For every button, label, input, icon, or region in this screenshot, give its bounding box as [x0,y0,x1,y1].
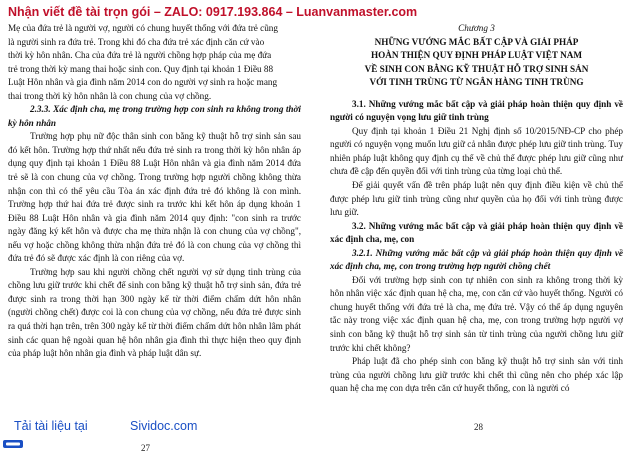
paragraph: Trường hợp sau khi người chồng chết người vợ sử dụng tinh trùng của chồng lưu giữ trước khi chết để sinh con bằng kỹ thuật hỗ trợ sinh sản, đứa trẻ được sinh ra trong thời hạn 300 ngày kể từ thời điểm chấm dứt hôn nhân (người chồng chết) được coi là con chung của vợ chồng, nếu đứa trẻ được sinh ra quá thời hạn trên, trên 300 ngày kể từ thời điểm chấm dứt hôn nhân lâm phát sinh các quan hệ ngoài quan hệ hôn nhân gia đình thì thực hiện theo quy định của pháp luật hôn nhân gia đình và pháp luật dân sự. [8,266,301,359]
spacer [330,90,623,98]
body-line: trẻ trong thời kỳ mang thai hoặc sinh con. Quy định tại khoản 1 Điều 88 [8,63,274,74]
chapter-title-line: VỚI TINH TRÙNG TỪ NGÂN HÀNG TINH TRÙNG [369,77,584,88]
sividoc-link[interactable]: Sividoc.com [130,419,198,433]
body-line: Luật Hôn nhân và gia đình năm 2014 con do người vợ sinh ra hoặc mang [8,77,278,88]
page-number-left: 27 [141,443,150,453]
body-line: thai trong thời kỳ hôn nhân là con chung của vợ chồng. [8,90,212,101]
chapter-title-line: HOÀN THIỆN QUY ĐỊNH PHÁP LUẬT VIỆT NAM [370,50,583,61]
download-link[interactable]: Tải tài liệu tại [14,419,88,433]
section-heading-3-1: 3.1. Những vướng mắc bất cập và giải pháp hoàn thiện quy định về người có nguyện vọng lưu giữ tinh trùng [330,98,623,123]
paragraph: Quy định tại khoản 1 Điều 21 Nghị định số 10/2015/NĐ-CP cho phép người có nguyện vọng muốn lưu giữ cả nhân được phép lưu giữ tinh trùng. Tuy nhiên pháp luật không quy định cụ thể về chủ thể được phép lưu giữ cũng như chưa đề cập đến quyền đối với tinh trùng của từng loại chủ thể. [330,125,623,177]
section-heading-3-2-1: 3.2.1. Những vướng mắc bất cập và giải pháp hoàn thiện quy định về xác định cha, mẹ, con trong trường hợp người chồng chết [330,247,623,272]
section-heading-2-3-3: 2.3.3. Xác định cha, mẹ trong trường hợp con sinh ra không trong thời kỳ hôn nhân [8,104,301,128]
paragraph: Để giải quyết vấn đề trên pháp luật nên quy định điều kiện về chủ thể được phép lưu giữ tinh trùng cũng như quyền của họ đối với tinh trùng được lưu giữ. [330,180,623,218]
right-page-column [330,22,623,396]
chapter-title-line: NHỮNG VƯỚNG MẮC BẤT CẬP VÀ GIẢI PHÁP [374,36,579,47]
body-line: Mẹ của đứa trẻ là người vợ, người có chung huyết thống với đứa trẻ cũng [8,23,278,33]
sividoc-logo-icon[interactable] [2,438,24,450]
paragraph: Pháp luật đã cho phép sinh con bằng kỹ thuật hỗ trợ sinh sản với tinh trùng của người chồng lưu giữ trước khi chết thì cũng nên cho phép xác lập quan hệ cha mẹ con dựa trên căn cứ huyết thống, con là người có [330,356,623,394]
left-page-column [8,22,301,361]
site-header-banner[interactable]: Nhận viết đề tài trọn gói – ZALO: 0917.193.864 – Luanvanmaster.com [8,5,418,19]
chapter-label: Chương 3 [458,23,495,33]
paragraph: Trường hợp phụ nữ độc thân sinh con bằng kỹ thuật hỗ trợ sinh sản sau đó kết hôn. Trường hợp thứ nhất nếu đứa trẻ sinh ra trong thời kỳ hôn nhân áp dụng quy định tại khoản 1 Điều 88 Luật Hôn nhân và gia đình năm 2014 đứa trẻ sẽ là con chung của vợ chồng. Trong trường hợp người chồng không thừa nhận con thì có thể yêu cầu Tòa án xác định đứa trẻ đó không là con mình. Trường hợp thứ hai đứa trẻ được sinh ra trước khi kết hôn áp dụng khoản 1 Điều 88 Luật Hôn nhân và gia đình năm 2014 quy định: "con sinh ra trước ngày đăng ký kết hôn và được cha mẹ thừa nhận là con chung của vợ chồng", nếu vợ hoặc chồng không thừa nhận đứa trẻ đó là con chung của vợ chồng thì đứa trẻ đó sẽ được xác định là con riêng của vợ. [8,131,301,264]
paragraph: Đối với trường hợp sinh con tự nhiên con sinh ra không trong thời kỳ hôn nhân việc xác định quan hệ cha, mẹ, con căn cứ vào huyết thống. Người có chung huyết thống với đứa trẻ là cha, mẹ đứa trẻ. Vậy có thể áp dụng nguyên tắc này trong việc xác định quan hệ cha, mẹ, con trong trường hợp người vợ sinh con bằng kỹ thuật hỗ trợ sinh sản từ tinh trùng của người chồng lưu giữ trước khi chết không? [330,274,623,353]
section-heading-3-2: 3.2. Những vướng mắc bất cập và giải pháp hoàn thiện quy định về xác định cha, mẹ, con [330,220,623,245]
page-number-right: 28 [474,422,483,432]
body-line: là người sinh ra đứa trẻ. Trong khi đó cha đứa trẻ xác định căn cứ vào [8,36,265,47]
chapter-title-line: VỀ SINH CON BẰNG KỸ THUẬT HỖ TRỢ SINH SẢN [364,63,589,74]
body-line: thời kỳ hôn nhân. Cha của đứa trẻ là người chồng hợp pháp của mẹ đứa [8,50,272,61]
